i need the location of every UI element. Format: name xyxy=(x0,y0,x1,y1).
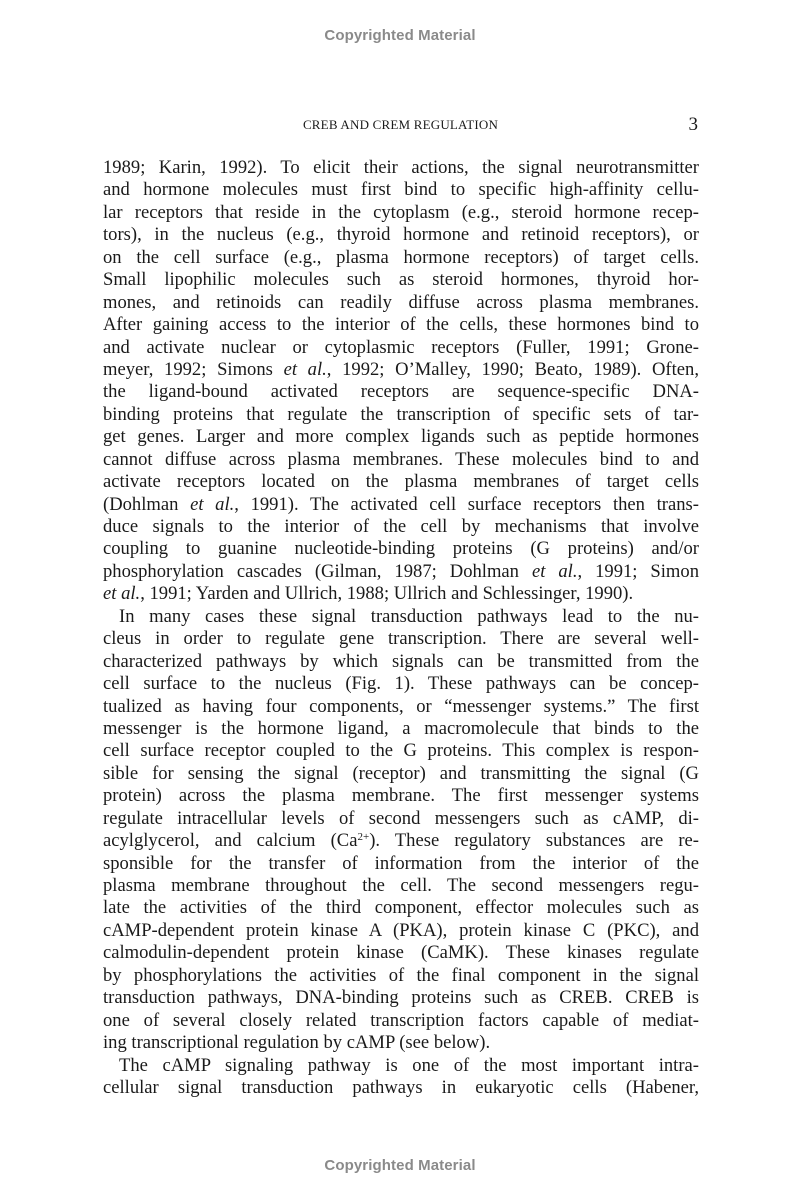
text-line xyxy=(103,830,699,852)
text-line-content: regulate intracellular levels of second messengers such as cAMP, di- xyxy=(103,807,699,829)
text-line-content: plasma membrane throughout the cell. The second messengers regu- xyxy=(103,875,699,896)
superscript-charge: 2+ xyxy=(357,831,370,844)
text-line-content: et al., 1991; Yarden and Ullrich, 1988; Ullrich and Schlessinger, 1990). xyxy=(103,583,634,605)
text-line-content: ing transcriptional regulation by cAMP (see below). xyxy=(103,1032,491,1054)
text-line xyxy=(103,202,699,224)
chapter-running-title: CREB AND CREM REGULATION xyxy=(302,117,499,132)
page-number: 3 xyxy=(688,114,698,135)
italic-et-al: et al. xyxy=(531,560,578,582)
text-line xyxy=(103,538,699,560)
text-line-content: cellular signal transduction pathways in eukaryotic cells (Habener, xyxy=(103,1076,699,1098)
text-line xyxy=(103,269,699,291)
text-line xyxy=(103,583,699,605)
text-line xyxy=(103,337,699,359)
text-line-content: calmodulin-dependent protein kinase (CaMK). These kinases regulate xyxy=(103,942,699,964)
text-line xyxy=(103,673,699,695)
text-line-content: characterized pathways by which signals can be transmitted from the xyxy=(103,650,699,672)
text-line-content: In many cases these signal transduction pathways lead to the nu- xyxy=(119,605,699,627)
text-line-content: meyer, 1992; Simons et al., 1992; O’Malley, 1990; Beato, 1989). Often, xyxy=(103,358,699,380)
text-line xyxy=(103,718,699,740)
copyright-watermark-bottom: Copyrighted Material xyxy=(324,1157,476,1174)
text-line-content: the ligand-bound activated receptors are sequence-specific DNA- xyxy=(103,381,699,403)
text-line-content: on the cell surface (e.g., plasma hormone receptors) of target cells. xyxy=(103,246,699,268)
text-line xyxy=(103,381,699,403)
text-line-content: and hormone molecules must first bind to specific high-affinity cellu- xyxy=(103,179,699,201)
text-line-content: sponsible for the transfer of information from the interior of the xyxy=(103,852,699,874)
text-line xyxy=(103,179,699,201)
text-line-content: messenger is the hormone ligand, a macromolecule that binds to the xyxy=(103,717,699,739)
text-line xyxy=(103,1077,699,1099)
text-line-content: and activate nuclear or cytoplasmic receptors (Fuller, 1991; Grone- xyxy=(103,336,699,358)
text-line-content: binding proteins that regulate the transcription of specific sets of tar- xyxy=(103,403,699,425)
text-line-content: cleus in order to regulate gene transcription. There are several well- xyxy=(103,628,699,650)
text-line-content: cAMP-dependent protein kinase A (PKA), protein kinase C (PKC), and xyxy=(103,919,699,941)
text-line-content: Small lipophilic molecules such as steroid hormones, thyroid hor- xyxy=(103,269,699,291)
text-line-content: coupling to guanine nucleotide-binding proteins (G proteins) and/or xyxy=(103,538,699,560)
text-line-content: late the activities of the third component, effector molecules such as xyxy=(103,897,699,919)
text-line xyxy=(103,1032,699,1054)
text-line xyxy=(103,449,699,471)
text-line xyxy=(103,696,699,718)
running-head xyxy=(103,114,698,136)
text-line-content: sible for sensing the signal (receptor) and transmitting the signal (G xyxy=(103,762,699,784)
text-line xyxy=(103,224,699,246)
italic-et-al: et al. xyxy=(103,583,141,605)
text-line-content: 1989; Karin, 1992). To elicit their actions, the signal neurotransmitter xyxy=(103,157,699,178)
text-line xyxy=(103,853,699,875)
text-line-content: one of several closely related transcription factors capable of mediat- xyxy=(103,1009,699,1031)
text-line-content: acylglycerol, and calcium $(Ca^{2+})$. These regulatory substances are re- xyxy=(103,830,699,852)
text-line-content: mones, and retinoids can readily diffuse across plasma membranes. xyxy=(103,291,699,313)
text-line xyxy=(103,471,699,493)
text-line xyxy=(103,763,699,785)
text-line-content: activate receptors located on the plasma membranes of target cells xyxy=(103,471,699,493)
body-text xyxy=(103,157,699,1099)
text-line xyxy=(103,920,699,942)
text-line-content: (Dohlman et al., 1991). The activated cell surface receptors then trans- xyxy=(103,493,699,515)
copyright-watermark-top: Copyrighted Material xyxy=(324,27,476,44)
text-line-content: tors), in the nucleus (e.g., thyroid hormone and retinoid receptors), or xyxy=(103,224,699,246)
text-line-content: phosphorylation cascades (Gilman, 1987; Dohlman et al., 1991; Simon xyxy=(103,560,699,582)
text-line-content: cannot diffuse across plasma membranes. These molecules bind to and xyxy=(103,448,699,470)
text-line xyxy=(103,740,699,762)
text-line-content: tualized as having four components, or “messenger systems.” The first xyxy=(103,695,699,717)
text-line-content: After gaining access to the interior of the cells, these hormones bind to xyxy=(103,314,699,336)
text-line-content: lar receptors that reside in the cytoplasm (e.g., steroid hormone recep- xyxy=(103,201,699,223)
text-line xyxy=(103,628,699,650)
text-line xyxy=(103,516,699,538)
text-line xyxy=(103,987,699,1009)
text-line xyxy=(103,1055,699,1077)
text-line-content: duce signals to the interior of the cell by mechanisms that involve xyxy=(103,516,699,537)
text-line-content: cell surface to the nucleus (Fig. 1). These pathways can be concep- xyxy=(103,673,699,695)
text-line xyxy=(103,494,699,516)
text-line xyxy=(103,942,699,964)
text-line xyxy=(103,606,699,628)
text-line xyxy=(103,965,699,987)
italic-et-al: et al. xyxy=(283,358,327,380)
text-line xyxy=(103,247,699,269)
text-line xyxy=(103,292,699,314)
text-line xyxy=(103,785,699,807)
text-line xyxy=(103,314,699,336)
text-line-content: transduction pathways, DNA-binding proteins such as CREB. CREB is xyxy=(103,987,699,1009)
text-line-content: by phosphorylations the activities of the final component in the signal xyxy=(103,964,699,986)
text-line xyxy=(103,359,699,381)
text-line xyxy=(103,651,699,673)
text-line xyxy=(103,404,699,426)
text-line xyxy=(103,1010,699,1032)
text-line-content: get genes. Larger and more complex ligands such as peptide hormones xyxy=(103,426,699,448)
text-line xyxy=(103,157,699,179)
text-line xyxy=(103,897,699,919)
italic-et-al: et al. xyxy=(190,493,235,515)
text-line-content: The cAMP signaling pathway is one of the most important intra- xyxy=(119,1054,699,1076)
text-line xyxy=(103,808,699,830)
text-line-content: cell surface receptor coupled to the G proteins. This complex is respon- xyxy=(103,740,699,762)
text-line xyxy=(103,875,699,897)
text-line-content: protein) across the plasma membrane. The first messenger systems xyxy=(103,785,699,807)
text-line xyxy=(103,426,699,448)
text-line xyxy=(103,561,699,583)
